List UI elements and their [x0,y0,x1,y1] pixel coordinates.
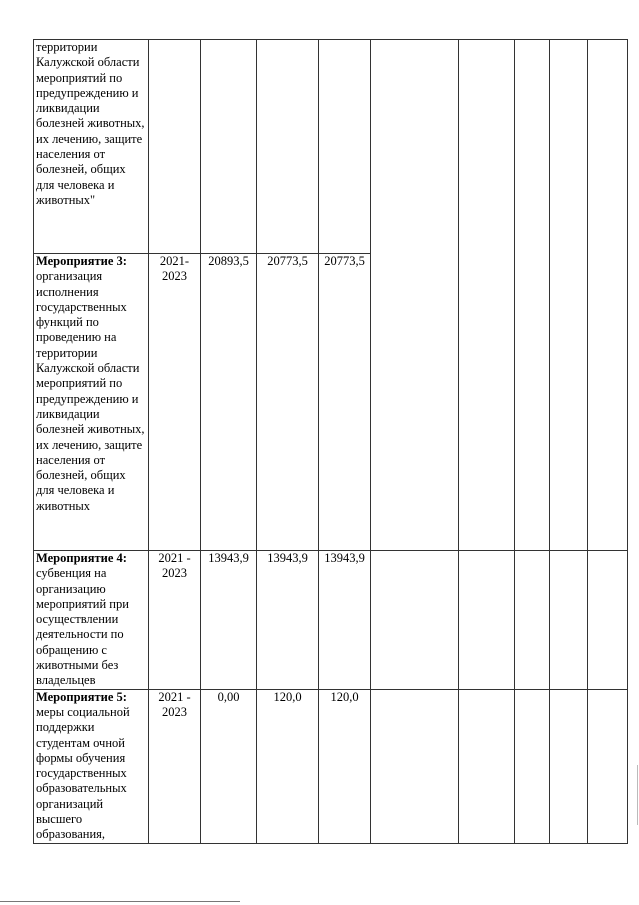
activity-name-cell [34,689,149,843]
scan-artifact-line [0,901,240,902]
empty-cell [515,40,550,551]
value-cell: 20893,5 [201,254,257,551]
activity-name-cell [34,40,149,254]
empty-cell [459,551,515,690]
value-cell [257,40,319,254]
empty-cell [371,551,459,690]
activity-title: Мероприятие 5: [36,689,127,704]
empty-cell [459,40,515,551]
value-cell: 120,0 [257,689,319,843]
period-cell: 2021-2023 [149,254,201,551]
value-cell: 13943,9 [201,551,257,690]
empty-cell [588,551,628,690]
empty-cell [588,40,628,551]
empty-cell [515,551,550,690]
period-cell: 2021 - 2023 [149,551,201,690]
table-row [34,40,628,254]
value-cell [201,40,257,254]
activity-title: Мероприятие 3: [36,254,127,268]
empty-cell [515,689,550,843]
activity-description: меры социальной поддержки студентам очной формы обучения государственных образовательных организаций высшего образования, [36,704,130,842]
table-row [34,551,628,690]
value-cell: 13943,9 [319,551,371,690]
value-cell: 13943,9 [257,551,319,690]
period-cell: 2021 - 2023 [149,689,201,843]
budget-table [33,39,628,844]
activity-description: территории Калужской области мероприятий по предупреждению и ликвидации болезней животных, их лечению, защите населения от болезней, общих для человека и животных" [36,40,145,207]
activity-title: Мероприятие 4: [36,551,127,565]
empty-cell [371,40,459,551]
value-cell: 20773,5 [257,254,319,551]
empty-cell [588,689,628,843]
value-cell [319,40,371,254]
table-row [34,689,628,843]
value-cell: 120,0 [319,689,371,843]
activity-description: организация исполнения государственных функций по проведению на территории Калужской области мероприятий по предупреждению и ликвидации болезней животных, их лечению, защите населения от болезней, общих для человека и животных [36,269,145,513]
empty-cell [550,40,588,551]
activity-description: субвенция на организацию мероприятий при осуществлении деятельности по обращению с животными без владельцев [36,566,129,688]
empty-cell [371,689,459,843]
activity-name-cell [34,551,149,690]
empty-cell [550,689,588,843]
activity-name-cell [34,254,149,551]
empty-cell [550,551,588,690]
value-cell: 0,00 [201,689,257,843]
empty-cell [459,689,515,843]
value-cell: 20773,5 [319,254,371,551]
period-cell [149,40,201,254]
scan-edge-mark [637,765,638,825]
